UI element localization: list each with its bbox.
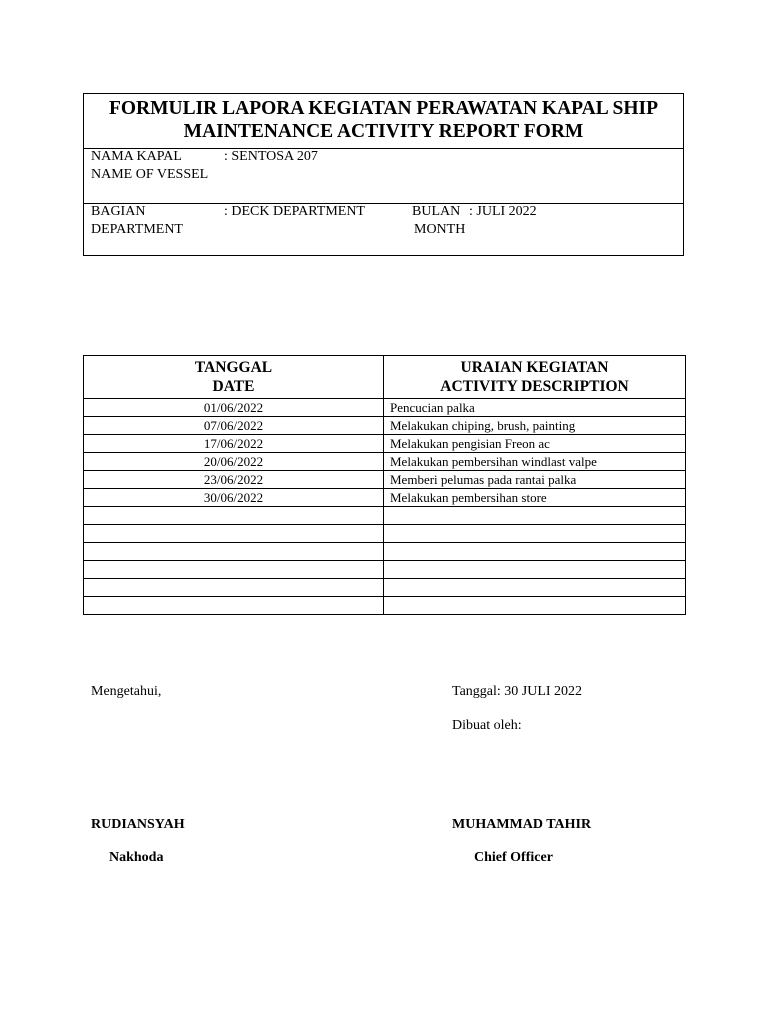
desc-header-line-2: ACTIVITY DESCRIPTION: [440, 378, 629, 395]
form-title: [84, 94, 683, 149]
date-cell: [84, 525, 384, 543]
table-row: [84, 507, 686, 525]
report-date: Tanggal: 30 JULI 2022: [452, 684, 583, 699]
description-cell: [384, 579, 686, 597]
description-cell: Melakukan pembersihan store: [384, 489, 686, 507]
date-cell: [84, 579, 384, 597]
table-row: [84, 489, 686, 507]
description-cell: [384, 507, 686, 525]
date-column-header: [84, 356, 384, 399]
date-cell: 20/06/2022: [84, 453, 384, 471]
form-title-line-2: MAINTENANCE ACTIVITY REPORT FORM: [183, 121, 584, 142]
chief-officer-role: Chief Officer: [474, 850, 553, 865]
month-value: : JULI 2022: [469, 204, 537, 219]
made-by-label: Dibuat oleh:: [452, 718, 522, 733]
captain-role: Nakhoda: [109, 850, 164, 865]
department-label-en: DEPARTMENT: [91, 222, 183, 237]
department-value: : DECK DEPARTMENT: [224, 204, 365, 219]
form-title-line-1: FORMULIR LAPORA KEGIATAN PERAWATAN KAPAL SHIP: [108, 98, 659, 119]
desc-header-line-1: URAIAN KEGIATAN: [460, 359, 609, 376]
captain-name: RUDIANSYAH: [91, 817, 185, 832]
date-cell: [84, 507, 384, 525]
table-row: [84, 543, 686, 561]
table-row: [84, 579, 686, 597]
date-header-line-1: TANGGAL: [194, 359, 273, 376]
department-row: [84, 204, 683, 256]
table-row: [84, 597, 686, 615]
description-cell: Melakukan pembersihan windlast valpe: [384, 453, 686, 471]
date-header-line-2: DATE: [212, 378, 255, 395]
description-cell: Melakukan chiping, brush, painting: [384, 417, 686, 435]
chief-officer-name: MUHAMMAD TAHIR: [452, 817, 592, 832]
date-cell: [84, 597, 384, 615]
vessel-row: [84, 149, 683, 204]
vessel-label: NAMA KAPAL: [91, 149, 182, 164]
acknowledged-label: Mengetahui,: [91, 684, 162, 699]
table-row: [84, 417, 686, 435]
month-label: BULAN: [412, 204, 461, 219]
date-cell: [84, 543, 384, 561]
table-row: [84, 399, 686, 417]
date-cell: 07/06/2022: [84, 417, 384, 435]
date-cell: 23/06/2022: [84, 471, 384, 489]
date-cell: 01/06/2022: [84, 399, 384, 417]
table-row: [84, 453, 686, 471]
description-cell: [384, 525, 686, 543]
date-cell: [84, 561, 384, 579]
table-row: [84, 471, 686, 489]
form-header-box: [83, 93, 684, 256]
description-column-header: [384, 356, 686, 399]
table-row: [84, 525, 686, 543]
description-cell: [384, 543, 686, 561]
vessel-label-en: NAME OF VESSEL: [91, 167, 209, 182]
description-cell: [384, 597, 686, 615]
description-cell: Melakukan pengisian Freon ac: [384, 435, 686, 453]
month-label-en: MONTH: [414, 222, 466, 237]
description-cell: Pencucian palka: [384, 399, 686, 417]
date-cell: 30/06/2022: [84, 489, 384, 507]
description-cell: Memberi pelumas pada rantai palka: [384, 471, 686, 489]
activity-table: [83, 355, 686, 615]
table-header-row: [84, 356, 686, 399]
description-cell: [384, 561, 686, 579]
table-row: [84, 435, 686, 453]
vessel-value: : SENTOSA 207: [224, 149, 318, 164]
date-cell: 17/06/2022: [84, 435, 384, 453]
department-label: BAGIAN: [91, 204, 146, 219]
table-row: [84, 561, 686, 579]
